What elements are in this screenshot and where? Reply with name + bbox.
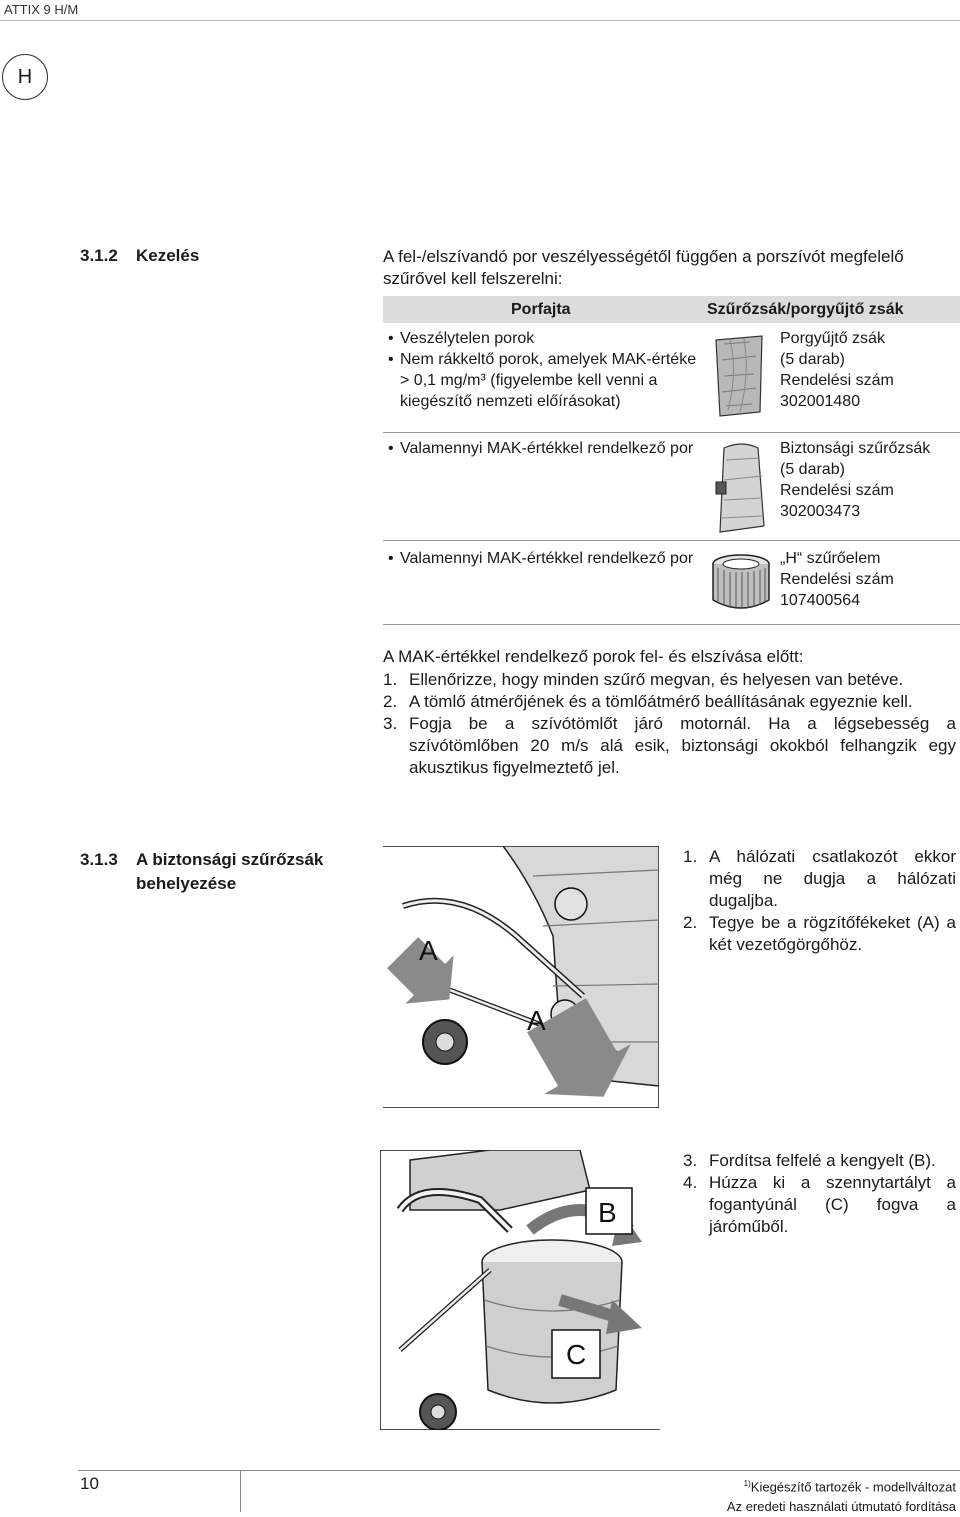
filter-quantity: (5 darab): [780, 351, 845, 368]
footer-divider: [78, 1470, 960, 1471]
filter-name: Porgyűjtő zsák: [780, 330, 885, 347]
footnote-marker: 1): [743, 1479, 751, 1488]
table-row-1-dust: [386, 328, 704, 412]
header-divider: [0, 20, 960, 21]
figure-label-c: C: [566, 1339, 587, 1370]
figure-label-b: B: [598, 1197, 617, 1228]
row-divider: [383, 432, 960, 433]
order-number-label: Rendelési szám: [780, 372, 894, 389]
table-row-2-dust: [386, 438, 704, 459]
h-filter-element-icon: [708, 550, 774, 616]
steps-list: [683, 1150, 956, 1238]
figure-label-a-2: A: [527, 1005, 546, 1036]
table-bottom-border: [383, 624, 960, 625]
container-removal-figure: [380, 1150, 660, 1430]
footer-note: $^{1)}$Kiegészítő tartozék - modellváltozat: [743, 1479, 956, 1495]
section-number: 3.1.2: [80, 246, 118, 265]
before-title: A MAK-értékkel rendelkező porok fel- és elszívása előtt:: [383, 647, 804, 666]
step-1: 1. Ellenőrizze, hogy minden szűrő megvan, és helyesen van betéve.: [383, 670, 904, 689]
step-1: 1. A hálózati csatlakozót ekkor még ne dugja a hálózati dugaljba.: [683, 847, 956, 910]
table-row-3-filter: [780, 548, 956, 611]
filter-table-header: [383, 296, 960, 323]
order-number-label: Rendelési szám: [780, 482, 894, 499]
section-title: Kezelés: [136, 246, 200, 265]
language-badge: H: [2, 54, 48, 100]
step-2: 2. Tegye be a rögzítőfékeket (A) a két vezetőgörgőhöz.: [683, 913, 956, 954]
table-row-1-filter: [780, 328, 956, 412]
footer-notes: [727, 1474, 956, 1517]
list-item: • Nem rákkeltő porok, amelyek MAK-értéke > 0,1 mg/m³ (figyelembe kell venni a kiegészítő nemzeti előírásokat): [386, 349, 704, 412]
brake-figure: [383, 846, 659, 1108]
list-item: • Valamennyi MAK-értékkel rendelkező por: [386, 438, 704, 459]
step-2: 2. A tömlő átmérőjének és a tömlőátmérő beállításának egyeznie kell.: [383, 692, 913, 711]
order-number-label: Rendelési szám: [780, 571, 894, 588]
section-number: 3.1.3: [80, 850, 118, 869]
step-4: 4. Húzza ki a szennytartályt a fogantyúnál (C) fogva a járóműből.: [683, 1173, 956, 1236]
section-title: A biztonsági szűrőzsák behelyezése: [136, 850, 324, 893]
footer-doc-note: Az eredeti használati útmutató fordítása: [726, 1499, 956, 1515]
step-3: 3. Fordítsa felfelé a kengyelt (B).: [683, 1151, 936, 1170]
table-row-2-filter: [780, 438, 956, 522]
list-item: • Veszélytelen porok: [386, 328, 704, 349]
section-intro: A fel-/elszívandó por veszélyességétől függően a porszívót megfelelő szűrővel kell felszerelni:: [383, 247, 904, 288]
filter-name: Biztonsági szűrőzsák: [780, 440, 931, 457]
document-title: ATTIX 9 H/M: [4, 2, 79, 17]
order-number: 107400564: [780, 592, 861, 609]
order-number: 302001480: [780, 393, 861, 410]
steps-list: [383, 669, 956, 779]
column-header-dust-type: Porfajta: [511, 301, 571, 318]
row-divider: [383, 540, 960, 541]
list-item: • Valamennyi MAK-értékkel rendelkező por: [386, 548, 704, 569]
figure-label-a-1: A: [419, 935, 438, 966]
steps-list: [683, 846, 956, 956]
column-header-filter: Szűrőzsák/porgyűjtő zsák: [707, 301, 904, 318]
filter-name: „H“ szűrőelem: [780, 550, 881, 567]
order-number: 302003473: [780, 503, 861, 520]
page-number: 10: [80, 1474, 99, 1493]
table-row-3-dust: [386, 548, 704, 569]
dust-bag-icon: [710, 330, 770, 420]
footer-vertical-divider: [240, 1470, 241, 1512]
step-3: 3. Fogja be a szívótömlőt járó motornál. Ha a légsebesség a szívótömlőben 20 m/s alá esik, biztonsági okokból felhangzik egy akusztikus figyelmeztető jel.: [383, 714, 956, 777]
safety-filter-bag-icon: [708, 440, 774, 536]
filter-quantity: (5 darab): [780, 461, 845, 478]
